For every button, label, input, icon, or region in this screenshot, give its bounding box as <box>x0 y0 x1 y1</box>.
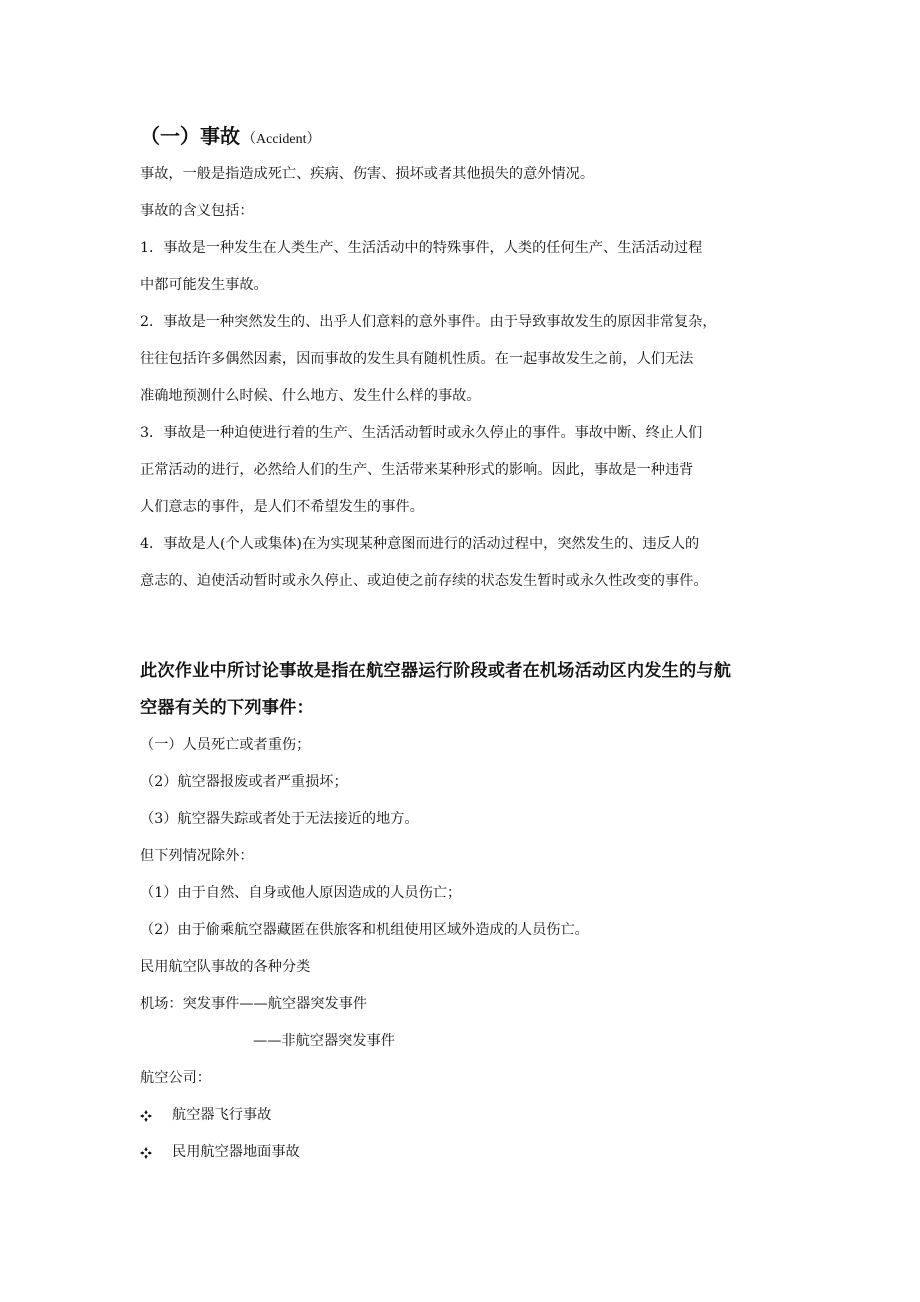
point-line: 意志的、迫使活动暂时或永久停止、或迫使之前存续的状态发生暂时或永久性改变的事件。 <box>140 573 708 589</box>
meaning-label: 事故的含义包括： <box>140 203 254 219</box>
heading-subtitle: （Accident） <box>242 132 321 147</box>
point-line: 1．事故是一种发生在人类生产、生活活动中的特殊事件，人类的任何生产、生活活动过程 <box>140 240 703 256</box>
point-line: 人们意志的事件，是人们不希望发生的事件。 <box>140 499 424 515</box>
bullet-text: 航空器飞行事故 <box>172 1107 272 1123</box>
point-line: 3．事故是一种迫使进行着的生产、生活活动暂时或永久停止的事件。事故中断、终止人们 <box>140 425 703 441</box>
scope-title-line: 此次作业中所讨论事故是指在航空器运行阶段或者在机场活动区内发生的与航 <box>140 661 732 681</box>
exception-item: （1）由于自然、自身或他人原因造成的人员伤亡； <box>140 885 462 901</box>
point-line: 中都可能发生事故。 <box>140 277 268 293</box>
point-line: 往往包括许多偶然因素，因而事故的发生具有随机性质。在一起事故发生之前，人们无法 <box>140 351 694 367</box>
point-line: 2．事故是一种突然发生的、出乎人们意料的意外事件。由于导致事故发生的原因非常复杂， <box>140 314 717 330</box>
classification-title: 民用航空队事故的各种分类 <box>140 959 311 975</box>
airline-label: 航空公司： <box>140 1070 211 1086</box>
airport-line: 机场：突发事件——航空器突发事件 <box>140 996 368 1012</box>
point-4 <box>140 526 800 600</box>
bullet-text: 民用航空器地面事故 <box>172 1144 300 1160</box>
definition-text: 事故，一般是指造成死亡、疾病、伤害、损坏或者其他损失的意外情况。 <box>140 166 595 182</box>
diamond-bullet-icon <box>140 1110 152 1122</box>
point-line: 准确地预测什么时候、什么地方、发生什么样的事故。 <box>140 388 481 404</box>
airport-subline: ——非航空器突发事件 <box>253 1033 395 1049</box>
scope-title-line: 空器有关的下列事件： <box>140 698 314 718</box>
scope-item: （一）人员死亡或者重伤； <box>140 737 311 753</box>
list-item <box>140 1097 800 1134</box>
point-1 <box>140 230 800 304</box>
point-3 <box>140 415 800 526</box>
diamond-bullet-icon <box>140 1147 152 1159</box>
scope-item: （3）航空器失踪或者处于无法接近的地方。 <box>140 811 419 827</box>
spacer <box>140 600 800 653</box>
exception-label: 但下列情况除外： <box>140 848 254 864</box>
heading-title: （一）事故 <box>140 124 240 148</box>
scope-title <box>140 653 800 727</box>
document-body <box>140 120 800 1171</box>
list-item <box>140 1134 800 1171</box>
exception-item: （2）由于偷乘航空器藏匿在供旅客和机组使用区域外造成的人员伤亡。 <box>140 922 589 938</box>
point-line: 正常活动的进行，必然给人们的生产、生活带来某种形式的影响。因此，事故是一种违背 <box>140 462 694 478</box>
section-heading <box>140 120 800 156</box>
scope-item: （2）航空器报废或者严重损坏； <box>140 774 348 790</box>
point-line: 4．事故是人(个人或集体)在为实现某种意图而进行的活动过程中，突然发生的、违反人的 <box>140 536 700 552</box>
point-2 <box>140 304 800 415</box>
